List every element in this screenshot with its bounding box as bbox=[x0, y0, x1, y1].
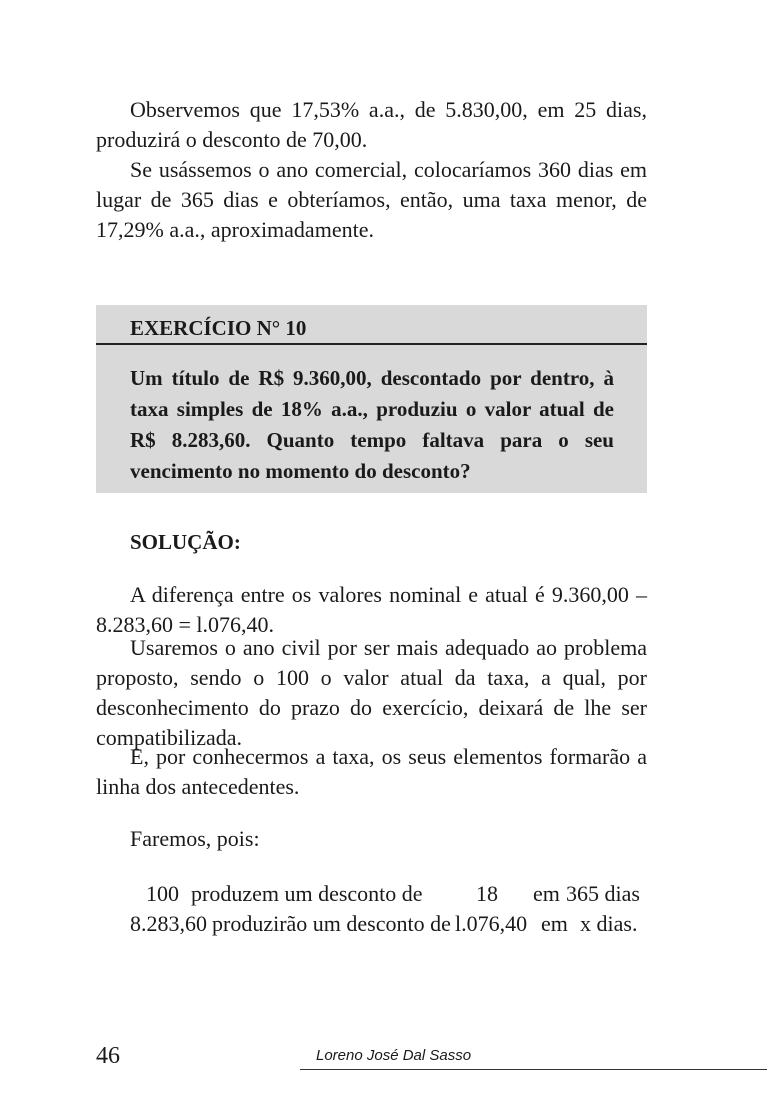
exercise-title: EXERCÍCIO N° 10 bbox=[130, 316, 307, 340]
solution-paragraph-1 bbox=[96, 580, 647, 640]
proportion-line-1 bbox=[0, 879, 767, 909]
intro-paragraph-2-text: Se usássemos o ano comercial, colocaríamos 360 dias em lugar de 365 dias e obteríamos, então, uma taxa menor, de 17,29% a.a., aproximadamente. bbox=[96, 157, 647, 242]
line2-value: 8.283,60 bbox=[130, 911, 207, 936]
solution-paragraph-4-text: Faremos, pois: bbox=[130, 826, 260, 851]
exercise-box bbox=[96, 305, 647, 493]
solution-paragraph-3 bbox=[96, 742, 647, 802]
line1-time: 365 dias bbox=[566, 881, 640, 906]
solution-paragraph-2 bbox=[96, 633, 647, 753]
solution-paragraph-3-text: E, por conhecermos a taxa, os seus elementos formarão a linha dos antecedentes. bbox=[96, 744, 647, 799]
proportion-line-2 bbox=[0, 909, 767, 939]
intro-paragraph-2 bbox=[96, 155, 647, 245]
line1-prep: em bbox=[533, 881, 560, 906]
line2-prep: em bbox=[541, 911, 568, 936]
exercise-statement: Um título de R$ 9.360,00, descontado por dentro, à taxa simples de 18% a.a., produziu o valor atual de R$ 8.283,60. Quanto tempo faltava para o seu vencimento no momento do desconto? bbox=[130, 366, 614, 483]
line2-verb: produzirão um desconto de bbox=[212, 911, 451, 936]
page-number: 46 bbox=[96, 1043, 120, 1069]
footer-rule bbox=[300, 1069, 767, 1070]
exercise-divider bbox=[96, 343, 647, 345]
line1-discount: 18 bbox=[476, 881, 498, 906]
line2-time: x dias. bbox=[580, 911, 638, 936]
intro-paragraph-1 bbox=[96, 95, 647, 155]
intro-paragraph-1-text: Observemos que 17,53% a.a., de 5.830,00, em 25 dias, produzirá o desconto de 70,00. bbox=[96, 97, 647, 152]
solution-heading: SOLUÇÃO: bbox=[130, 530, 241, 554]
line1-value: 100 bbox=[146, 881, 179, 906]
solution-paragraph-2-text: Usaremos o ano civil por ser mais adequado ao problema proposto, sendo o 100 o valor atual da taxa, a qual, por desconhecimento do prazo do exercício, deixará de lhe ser compatibilizada. bbox=[96, 635, 647, 750]
solution-paragraph-1-text: A diferença entre os valores nominal e atual é 9.360,00 – 8.283,60 = l.076,40. bbox=[96, 582, 647, 637]
line1-verb: produzem um desconto de bbox=[191, 881, 423, 906]
solution-paragraph-4 bbox=[96, 824, 647, 854]
line2-discount: l.076,40 bbox=[455, 911, 528, 936]
running-footer-author: Loreno José Dal Sasso bbox=[316, 1047, 472, 1064]
